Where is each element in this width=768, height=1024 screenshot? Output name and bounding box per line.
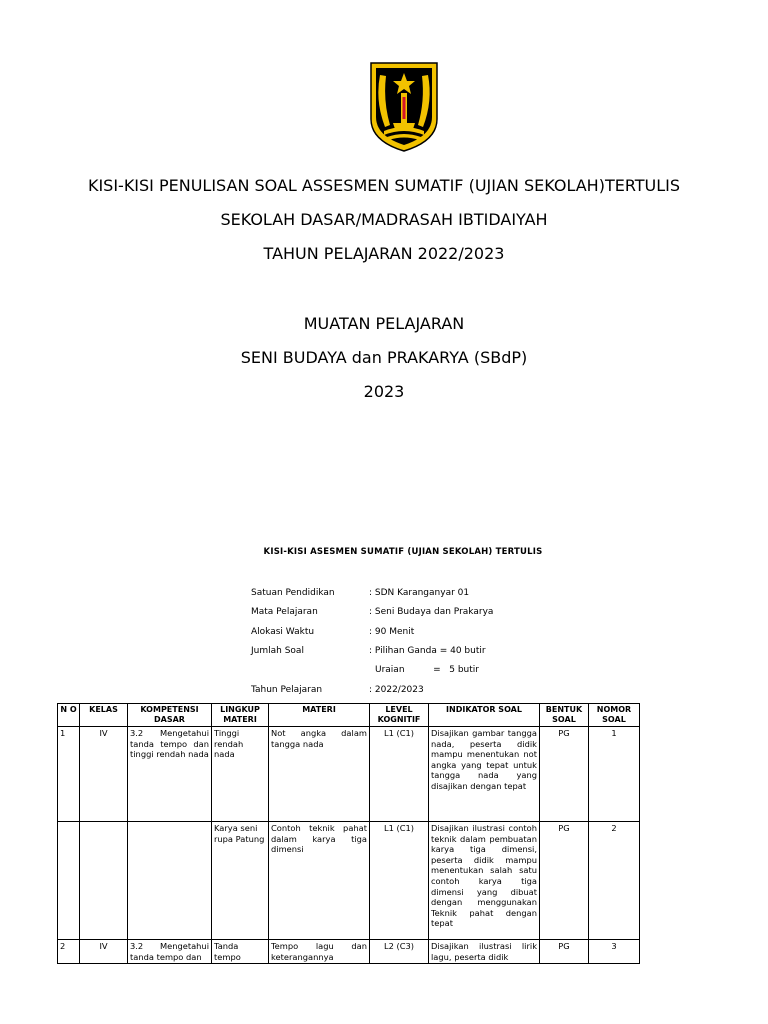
cell-nomor: 1	[589, 727, 640, 822]
cell-kelas: IV	[80, 940, 128, 964]
meta-jumlah-label: Jumlah Soal	[251, 646, 304, 656]
meta-alokasi-value: : 90 Menit	[369, 627, 415, 637]
cell-bentuk: PG	[540, 822, 589, 940]
meta-alokasi-label: Alokasi Waktu	[251, 627, 315, 637]
cell-no: 1	[58, 727, 80, 822]
header-bentuk-soal: BENTUK SOAL	[540, 704, 589, 727]
cell-no: 2	[58, 940, 80, 964]
cell-indikator: Disajikan gambar tangga nada, peserta didik mampu menentukan not angka yang tepat untuk tangga nada yang disajikan dengan tepat	[429, 727, 540, 822]
header-materi: MATERI	[269, 704, 370, 727]
header-indikator-soal: INDIKATOR SOAL	[429, 704, 540, 727]
header-level-kognitif: LEVEL KOGNITIF	[370, 704, 429, 727]
cell-kompetensi	[128, 822, 212, 940]
header-no: N O	[58, 704, 80, 727]
cell-level: L2 (C3)	[370, 940, 429, 964]
meta-mapel-label: Mata Pelajaran	[251, 607, 318, 617]
meta-jumlah-value-uraian: Uraian = 5 butir	[375, 665, 479, 675]
cell-bentuk: PG	[540, 727, 589, 822]
cell-lingkup: Tinggi rendah nada	[212, 727, 269, 822]
cell-nomor: 3	[589, 940, 640, 964]
meta-tahun-value: : 2022/2023	[369, 685, 424, 695]
cell-bentuk: PG	[540, 940, 589, 964]
kisi-kisi-table	[57, 703, 640, 964]
meta-satuan-label: Satuan Pendidikan	[251, 588, 335, 598]
cell-materi: Tempo lagu dan keterangannya	[269, 940, 370, 964]
title-line-1: KISI-KISI PENULISAN SOAL ASSESMEN SUMATIF (UJIAN SEKOLAH)TERTULIS	[87, 176, 681, 195]
regional-emblem-logo	[369, 61, 439, 153]
cell-kompetensi: 3.2 Mengetahui tanda tempo dan tinggi rendah nada	[128, 727, 212, 822]
title-line-2: SEKOLAH DASAR/MADRASAH IBTIDAIYAH	[220, 210, 548, 229]
subject-name: SENI BUDAYA dan PRAKARYA (SBdP)	[240, 348, 528, 367]
year-heading: 2023	[363, 382, 405, 401]
document-title: KISI-KISI ASESMEN SUMATIF (UJIAN SEKOLAH) TERTULIS	[263, 547, 543, 557]
cell-materi: Not angka dalam tangga nada	[269, 727, 370, 822]
cell-level: L1 (C1)	[370, 822, 429, 940]
table-header-row	[58, 704, 640, 727]
cell-indikator: Disajikan ilustrasi contoh teknik dalam pembuatan karya tiga dimensi, peserta didik mampu menentukan salah satu contoh karya tiga dimensi yang dibuat dengan menggunakan Teknik pahat dengan tepat	[429, 822, 540, 940]
meta-satuan-value: : SDN Karanganyar 01	[369, 588, 470, 598]
cell-lingkup: Tanda tempo	[212, 940, 269, 964]
cell-kelas: IV	[80, 727, 128, 822]
table-row	[58, 822, 640, 940]
meta-mapel-value: : Seni Budaya dan Prakarya	[369, 607, 494, 617]
header-kelas: KELAS	[80, 704, 128, 727]
table-row	[58, 727, 640, 822]
meta-tahun-label: Tahun Pelajaran	[251, 685, 323, 695]
header-lingkup-materi: LINGKUP MATERI	[212, 704, 269, 727]
cell-level: L1 (C1)	[370, 727, 429, 822]
cell-indikator: Disajikan ilustrasi lirik lagu, peserta didik	[429, 940, 540, 964]
cell-kompetensi: 3.2 Mengetahui tanda tempo dan	[128, 940, 212, 964]
cell-lingkup: Karya seni rupa Patung	[212, 822, 269, 940]
title-line-3: TAHUN PELAJARAN 2022/2023	[263, 244, 505, 263]
header-kompetensi-dasar: KOMPETENSI DASAR	[128, 704, 212, 727]
meta-jumlah-value-pg: : Pilihan Ganda = 40 butir	[369, 646, 486, 656]
cell-no	[58, 822, 80, 940]
cell-kelas	[80, 822, 128, 940]
table-row	[58, 940, 640, 964]
subject-heading: MUATAN PELAJARAN	[303, 314, 465, 333]
cell-materi: Contoh teknik pahat dalam karya tiga dimensi	[269, 822, 370, 940]
header-nomor-soal: NOMOR SOAL	[589, 704, 640, 727]
cell-nomor: 2	[589, 822, 640, 940]
